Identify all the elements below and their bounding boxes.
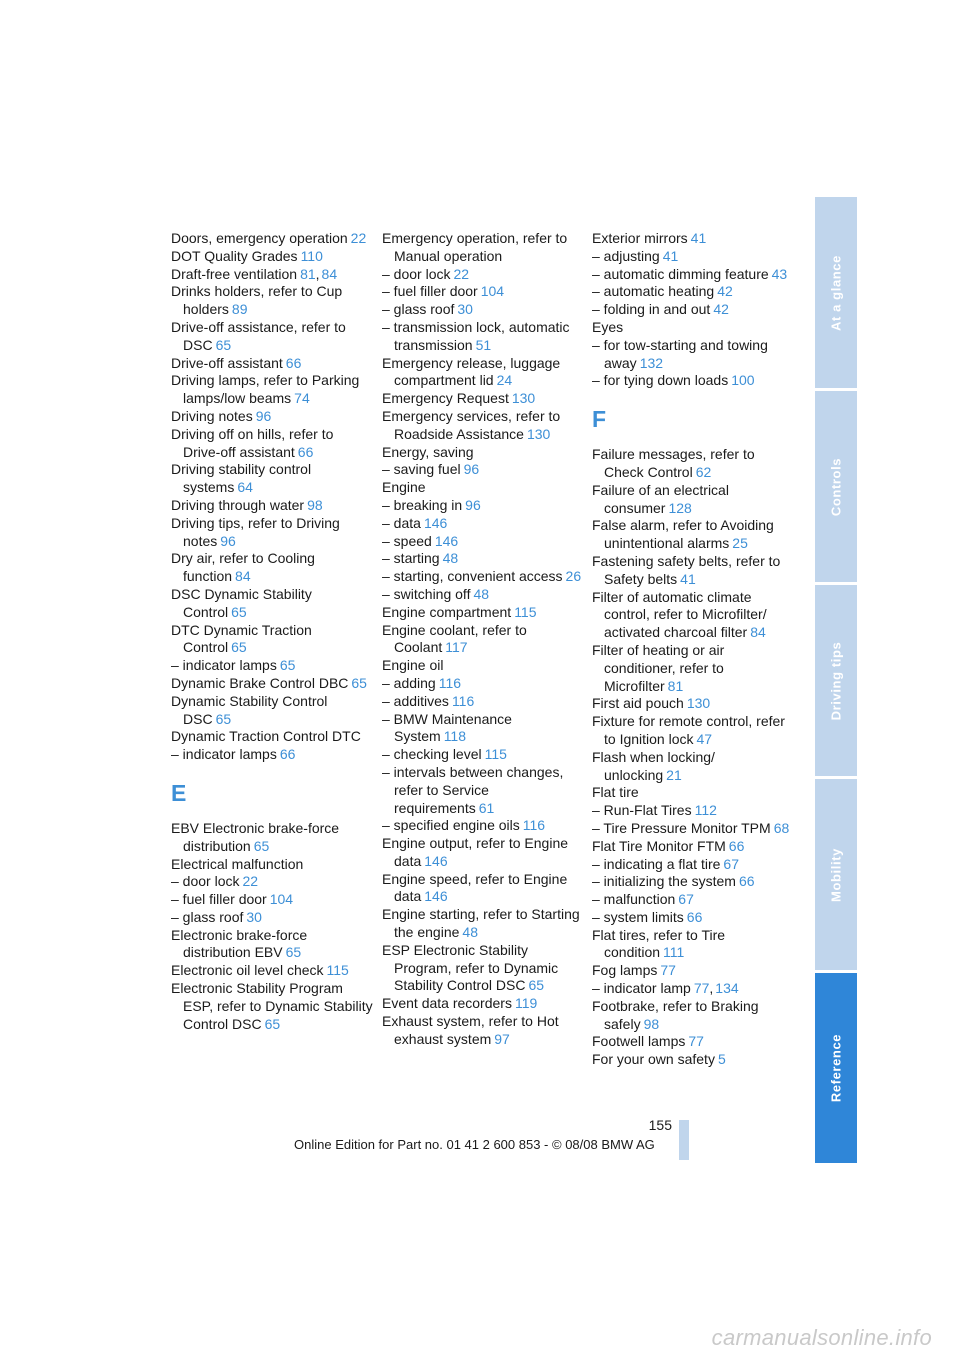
page-ref-link[interactable]: 41 [680,570,696,587]
index-term: Fastening safety belts, refer to Safety belts [592,552,781,587]
index-term: Engine coolant, refer to Coolant [382,621,527,656]
index-term: Dynamic Stability Control DSC [171,692,328,727]
index-term: Driving off on hills, refer to Drive-off assistant [171,425,334,460]
index-entry [382,1013,584,1049]
page-ref-link[interactable]: 77 [660,962,676,979]
index-entry [382,408,584,444]
index-term: Filter of automatic climate control, refer to Microfilter/ activated charcoal filter [592,588,767,641]
page-ref-link[interactable]: 117 [445,639,468,656]
index-term: Electronic brake-force distribution EBV [171,926,308,961]
index-entry [171,586,373,622]
index-entry [382,550,584,568]
page-ref-link[interactable]: 66 [297,443,314,460]
page-ref-link[interactable]: 96 [255,407,272,424]
index-term: Driving through water [171,496,305,513]
page-ref-link[interactable]: 26 [565,568,582,585]
index-entry [382,835,584,871]
index-term: Drinks holders, refer to Cup holders [171,283,343,318]
index-entry [171,728,373,746]
page-ref-link[interactable]: 77 [688,1033,704,1050]
page-ref-link[interactable]: 66 [279,746,296,763]
index-entry [592,998,792,1034]
index-entry [171,426,373,462]
page-ref-link[interactable]: 42 [717,283,733,300]
page-ref-link[interactable]: 96 [465,496,481,513]
index-entry [382,906,584,942]
index-entry [171,319,373,355]
page-ref-link[interactable]: 64 [237,479,253,496]
page-ref-link[interactable]: 116 [522,817,546,834]
page-ref-link[interactable]: 81 [667,677,684,694]
page-ref-link[interactable]: 65 [231,603,247,620]
index-term: Dynamic Traction Control DTC [171,728,361,745]
index-term: Fixture for remote control, refer to Ignition lock [592,713,785,747]
index-term: – for tow-starting and towing away [592,336,768,371]
index-column-3 [592,230,792,1069]
page-ref-link[interactable]: 84 [750,624,766,641]
page-ref-link[interactable]: 24 [496,372,513,389]
page-ref-link[interactable]: 65 [231,639,247,656]
index-letter-heading: E [171,779,187,806]
index-term: Dynamic Brake Control DBC [171,674,349,691]
page-ref-link[interactable]: 51 [475,336,492,353]
index-entry [382,355,584,391]
index-term: – BMW Maintenance System [382,710,512,745]
page-ref-link[interactable]: 128 [668,499,692,516]
page-ref-link[interactable]: 66 [738,873,755,890]
index-entry [592,589,792,642]
index-term: – indicator lamps [171,657,277,674]
page-ref-link[interactable]: 30 [457,301,473,318]
index-term: Exhaust system, refer to Hot exhaust system [382,1013,559,1047]
index-term: Energy, saving [382,443,474,460]
index-term: – speed [382,532,432,549]
index-term: – Tire Pressure Monitor TPM [592,819,771,836]
index-entry [382,693,584,711]
page-ref-link[interactable]: 115 [514,603,537,620]
page-ref-link[interactable]: 65 [215,710,232,727]
page-ref-link[interactable]: 81 [300,265,316,282]
page-ref-link[interactable]: 65 [264,1015,281,1032]
index-entry [382,764,584,817]
page-ref-link[interactable]: 65 [253,837,270,854]
index-entry [592,642,792,695]
page-ref-link[interactable]: 84 [321,265,338,282]
index-entry [592,266,792,284]
page-ref-link[interactable]: 118 [443,728,467,745]
tab-label: Reference [828,1033,844,1103]
index-term: – checking level [382,746,482,763]
index-entry [592,749,792,785]
index-entry [171,746,373,764]
page-ref-link[interactable]: 65 [285,944,302,961]
index-entry [171,408,373,426]
index-term: DSC Dynamic Stability Control [171,585,312,620]
index-entry [592,553,792,589]
index-entry [592,962,792,980]
index-term: – additives [382,692,449,709]
index-term: – Run-Flat Tires [592,802,692,819]
page-ref-link[interactable]: 67 [678,891,694,908]
page-ref-link[interactable]: 66 [686,908,703,925]
index-term: – adding [382,674,436,691]
index-term: – glass roof [382,301,455,318]
page-ref-link[interactable]: 68 [773,819,790,836]
tab-label: Controls [828,457,844,516]
index-term: – breaking in [382,496,463,513]
index-term: – saving fuel [382,461,461,478]
tab-mobility[interactable] [815,779,857,970]
index-term: – initializing the system [592,873,736,890]
index-entry [171,550,373,586]
index-entry [592,283,792,301]
index-term: – automatic heating [592,283,715,300]
index-term: – folding in and out [592,301,711,318]
index-entry [382,568,584,586]
index-entry [592,856,792,874]
index-entry [382,675,584,693]
index-term: – indicating a flat tire [592,855,721,872]
index-entry [382,533,584,551]
index-term: – fuel filler door [171,891,267,908]
page-ref-link[interactable]: 146 [424,888,448,905]
index-term: Engine output, refer to Engine data [382,835,569,869]
index-entry [171,515,373,551]
index-entry [592,482,792,518]
index-entry [171,372,373,408]
page-ref-link[interactable]: 98 [643,1015,660,1032]
index-entry [171,909,373,927]
index-term: – indicator lamp [592,980,691,997]
index-term: Dry air, refer to Cooling function [171,550,315,585]
page-ref-link[interactable]: 134 [715,980,739,997]
page-ref-link[interactable]: 104 [480,283,505,300]
page-ref-link[interactable]: 65 [215,336,232,353]
index-entry [592,784,792,802]
index-entry [382,746,584,764]
index-term: – malfunction [592,891,676,908]
index-entry [382,230,584,266]
page-ref-link[interactable]: 43 [771,265,788,282]
index-entry [592,980,792,998]
index-entry [382,657,584,675]
index-entry [171,693,373,729]
index-term: Drive-off assistant [171,354,283,371]
page-ref-link[interactable]: 130 [526,425,551,442]
page-ref-link[interactable]: 61 [478,799,495,816]
tab-reference[interactable] [815,973,857,1163]
index-term: – fuel filler door [382,283,478,300]
index-term: DOT Quality Grades [171,247,298,264]
index-entry [592,230,792,248]
index-entry [382,301,584,319]
index-term: Flat tire [592,784,639,801]
page-ref-link[interactable]: 104 [269,891,294,908]
index-term: Emergency operation, refer to Manual operation [382,230,568,264]
index-entry [592,695,792,713]
index-entry [592,820,792,838]
index-entry [592,802,792,820]
index-entry [592,446,792,482]
page-ref-link[interactable]: 130 [686,695,711,712]
watermark: carmanualsonline.info [711,1325,932,1350]
index-term: Flash when locking/ unlocking [592,748,715,783]
page-ref-link[interactable]: 100 [731,372,755,389]
index-term: Engine oil [382,657,444,674]
index-entry [171,248,373,266]
page-ref-link[interactable]: 89 [231,301,248,318]
index-term: – door lock [382,265,451,282]
index-entry [382,711,584,747]
index-column-1 [171,230,373,1033]
page-ref-link[interactable]: 65 [279,657,296,674]
index-term: – glass roof [171,908,244,925]
index-term: – transmission lock, automatic transmission [382,318,570,353]
page-ref-link[interactable]: 116 [438,674,462,691]
index-entry [171,675,373,693]
index-entry [592,838,792,856]
page-ref-link[interactable]: 66 [728,837,745,854]
page-ref-link[interactable]: 22 [242,873,259,890]
index-entry [171,497,373,515]
index-entry [592,248,792,266]
page-ref-link[interactable]: 41 [662,247,679,264]
index-term: DTC Dynamic Traction Control [171,621,312,656]
index-entry [592,337,792,373]
index-entry [592,873,792,891]
index-term: – switching off [382,585,471,602]
page-ref-link[interactable]: 25 [732,535,748,552]
index-entry [171,283,373,319]
index-term: Failure messages, refer to Check Control [592,446,755,480]
index-entry [382,283,584,301]
tab-at-a-glance[interactable] [815,197,857,388]
index-term: Engine [382,479,426,496]
index-term: – specified engine oils [382,817,520,834]
index-term: – starting [382,550,440,567]
index-entry [171,856,373,874]
index-term: – starting, convenient access [382,568,563,585]
index-entry [171,230,373,248]
index-entry [382,995,584,1013]
index-entry [592,1033,792,1051]
index-term: Footwell lamps [592,1033,686,1050]
page-ref-link[interactable]: 96 [220,532,236,549]
index-term: For your own safety [592,1051,715,1068]
index-entry [382,319,584,355]
page-ref-link[interactable]: 130 [511,390,536,407]
page-ref-link[interactable]: 47 [696,730,713,747]
index-term: Failure of an electrical consumer [592,481,729,516]
page-ref-link[interactable]: 110 [300,247,323,264]
page-ref-link[interactable]: 111 [663,944,685,961]
index-entry [382,622,584,658]
index-term: Drive-off assistance, refer to DSC [171,318,346,353]
index-term: Engine compartment [382,603,512,620]
index-term: Driving tips, refer to Driving notes [171,514,340,549]
page-ref-link[interactable]: 42 [713,301,729,318]
index-term: Electronic oil level check [171,962,324,979]
index-term: – for tying down loads [592,372,729,389]
page-ref-link[interactable]: 146 [424,852,448,869]
page-ref-link[interactable]: 22 [350,230,367,246]
tab-label: Mobility [828,847,844,902]
index-term: Emergency release, luggage compartment lid [382,354,561,389]
footer-text: Online Edition for Part no. 01 41 2 600 853 - © 08/08 BMW AG [294,1137,655,1152]
page-ref-link[interactable]: 65 [351,674,367,691]
index-entry [382,497,584,515]
index-entry [382,479,584,497]
index-entry [382,942,584,995]
index-entry [171,266,373,284]
index-term: EBV Electronic brake-force distribution [171,819,340,854]
index-term: Fog lamps [592,962,658,979]
page-ref-link[interactable]: 119 [514,995,538,1012]
index-term: Draft-free ventilation [171,265,298,282]
tab-driving-tips[interactable] [815,585,857,776]
index-term: Eyes [592,318,624,335]
index-term: Engine speed, refer to Engine data [382,870,568,905]
index-term: Driving lamps, refer to Parking lamps/low beams [171,372,360,407]
index-term: ESP Electronic Stability Program, refer to Dynamic Stability Control DSC [382,941,559,994]
index-term: Exterior mirrors [592,230,688,246]
chapter-sidebar [815,197,857,1166]
page-ref-link[interactable]: 96 [463,461,480,478]
page-ref-link[interactable]: 21 [666,766,682,783]
index-entry [592,517,792,553]
index-entry [171,962,373,980]
page-ref-link[interactable]: 77 [693,980,710,997]
index-term: – data [382,514,421,531]
page-ref-link[interactable]: 98 [307,496,323,513]
index-term: Emergency services, refer to Roadside Assistance [382,407,561,442]
index-entry [592,891,792,909]
index-entry [171,355,373,373]
index-entry [382,604,584,622]
index-entry [382,444,584,462]
index-entry [592,301,792,319]
page-ref-link[interactable]: 62 [695,463,712,480]
index-entry [171,820,373,856]
index-term: – automatic dimming feature [592,265,769,282]
page-ref-link[interactable]: 146 [434,532,459,549]
index-term: – adjusting [592,247,660,264]
index-term: Footbrake, refer to Braking safely [592,997,759,1032]
index-entry [592,909,792,927]
index-entry [171,461,373,497]
page-ref-separator: , [315,265,320,282]
index-entry [171,657,373,675]
index-term: – intervals between changes, refer to Service requirements [382,763,564,816]
index-entry [382,871,584,907]
index-term: Emergency Request [382,390,509,407]
index-term: Driving notes [171,407,253,424]
page-ref-link[interactable]: 84 [235,568,251,585]
index-term: – system limits [592,908,684,925]
page-ref-link[interactable]: 30 [246,908,262,925]
index-entry [592,927,792,963]
index-entry [171,927,373,963]
index-term: Driving stability control systems [171,461,312,496]
index-entry [171,980,373,1033]
index-term: Electronic Stability Program ESP, refer to Dynamic Stability Control DSC [171,980,373,1032]
index-term: Event data recorders [382,995,512,1012]
index-entry [382,266,584,284]
page-number: 155 [648,1117,672,1133]
index-term: First aid pouch [592,695,684,712]
index-entry [382,817,584,835]
page-ref-link[interactable]: 132 [639,354,664,371]
page-ref-link[interactable]: 66 [285,354,302,371]
index-term: Flat tires, refer to Tire condition [592,926,726,961]
page-ref-link[interactable]: 48 [442,550,459,567]
index-entry [382,515,584,533]
page-ref-link[interactable]: 41 [690,230,707,246]
index-entry [171,891,373,909]
tab-label: Driving tips [828,641,844,720]
page-ref-link[interactable]: 112 [694,802,717,819]
page-ref-link[interactable]: 97 [494,1030,510,1047]
index-entry [171,873,373,891]
index-term: False alarm, refer to Avoiding unintentional alarms [592,517,774,552]
page-ref-separator: , [709,980,714,997]
index-column-2 [382,230,584,1049]
index-letter-heading: F [592,406,607,433]
page-ref-link[interactable]: 65 [528,977,545,994]
index-entry [382,586,584,604]
index-entry [382,461,584,479]
page-ref-link[interactable]: 146 [423,514,448,531]
index-entry [592,1051,792,1069]
page-ref-link[interactable]: 115 [484,746,507,763]
index-term: Electrical malfunction [171,855,304,872]
index-term: Filter of heating or air conditioner, refer to Microfilter [592,641,725,694]
index-entry [382,390,584,408]
tab-label: At a glance [828,254,844,331]
index-entry [592,319,792,337]
page-ref-link[interactable]: 5 [717,1051,726,1068]
page-ref-link[interactable]: 22 [453,265,470,282]
page-ref-link[interactable]: 115 [326,962,349,979]
page-ref-link[interactable]: 48 [462,924,478,941]
index-term: Doors, emergency operation [171,230,348,246]
index-term: Engine starting, refer to Starting the engine [382,906,580,941]
index-term: Flat Tire Monitor FTM [592,837,726,854]
index-entry [171,622,373,658]
index-entry [592,372,792,390]
index-term: – door lock [171,873,240,890]
page-ref-link[interactable]: 67 [723,855,739,872]
page-ref-link[interactable]: 116 [451,692,475,709]
tab-controls[interactable] [815,391,857,582]
page-ref-link[interactable]: 74 [294,390,310,407]
index-term: – indicator lamps [171,746,277,763]
page-ref-link[interactable]: 48 [473,585,490,602]
index-entry [592,713,792,749]
